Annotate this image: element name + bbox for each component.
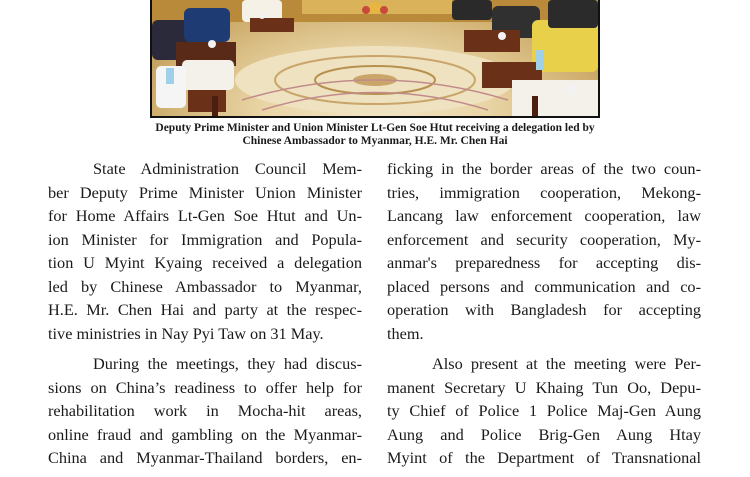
text-line: ficking in the border areas of the two coun-: [387, 159, 701, 178]
text-line: led by Chinese Ambassador to Myanmar,: [48, 276, 362, 296]
paragraph-1: [48, 157, 362, 345]
text-line: manent Secretary U Khaing Tun Oo, Depu-: [387, 377, 701, 397]
text-line: rehabilitation work in Mocha-hit areas,: [48, 401, 362, 420]
text-line: ion Minister for Immigration and Popula-: [48, 229, 362, 249]
text-line: for Home Affairs Lt-Gen Soe Htut and Un-: [48, 206, 362, 225]
text-line: Myint of the Department of Transnational: [387, 448, 701, 467]
text-line: China and Myanmar-Thailand borders, en-: [48, 448, 362, 467]
text-line: sions on China’s readiness to offer help for: [48, 377, 362, 397]
text-line: H.E. Mr. Chen Hai and party at the respec-: [48, 300, 362, 319]
caption-line-1: Deputy Prime Minister and Union Minister Lt-Gen Soe Htut receiving a delegation led by: [155, 122, 595, 134]
text-line: State Administration Council Mem-: [93, 159, 362, 178]
text-line: ber Deputy Prime Minister Union Minister: [48, 182, 362, 202]
text-line: tries, immigration cooperation, Mekong-: [387, 182, 701, 202]
paragraph-3: [387, 157, 701, 345]
meeting-photo: [150, 0, 600, 118]
text-line: ty Chief of Police 1 Police Maj-Gen Aung: [387, 401, 701, 420]
photo-caption: [100, 122, 650, 148]
text-line: operation with Bangladesh for accepting: [387, 300, 701, 319]
text-line: online fraud and gambling on the Myanmar-: [48, 424, 362, 444]
article-column-right: [387, 157, 701, 477]
text-line: During the meetings, they had discus-: [93, 354, 362, 373]
text-line: Also present at the meeting were Per-: [432, 354, 701, 373]
text-line: Lancang law enforcement cooperation, law: [387, 206, 701, 225]
text-line: them.: [387, 323, 424, 343]
meeting-photo-illustration: [152, 0, 598, 118]
text-line: Aung and Police Brig-Gen Aung Htay: [387, 424, 701, 444]
text-line: tion U Myint Kyaing received a delegation: [48, 253, 362, 272]
text-line: enforcement and security cooperation, My-: [387, 229, 701, 249]
caption-line-2: Chinese Ambassador to Myanmar, H.E. Mr. Chen Hai: [242, 135, 508, 147]
article-column-left: [48, 157, 362, 477]
text-line: placed persons and communication and co-: [387, 276, 701, 296]
text-line: tive ministries in Nay Pyi Taw on 31 May.: [48, 323, 324, 343]
paragraph-2: [48, 352, 362, 470]
text-line: anmar's preparedness for accepting dis-: [387, 253, 701, 272]
paragraph-4: [387, 352, 701, 470]
